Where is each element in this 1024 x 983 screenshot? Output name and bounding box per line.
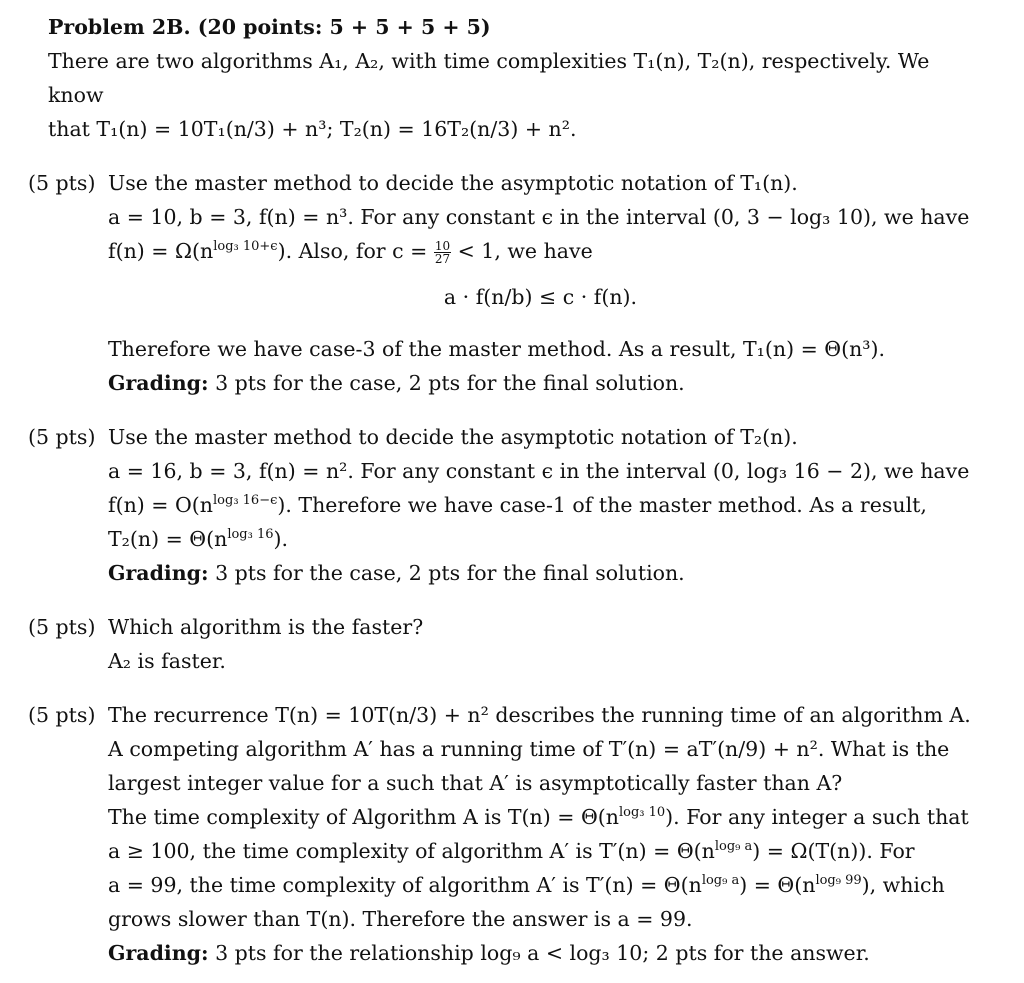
part-1-answer-line-2-b: ). Also, for c = xyxy=(277,239,434,263)
part-2-answer-line-3-b: ). xyxy=(273,527,289,551)
fraction-denominator: 27 xyxy=(434,252,451,266)
part-2-question: Use the master method to decide the asymptotic notation of T₂(n). xyxy=(108,425,798,449)
part-3 xyxy=(28,610,973,678)
part-3-points: (5 pts) xyxy=(28,615,96,639)
part-2-grading xyxy=(108,556,973,590)
part-4-line-1: The recurrence T(n) = 10T(n/3) + n² describes the running time of an algorithm A. xyxy=(108,703,971,727)
part-4-line-2: A competing algorithm A′ has a running time of T′(n) = aT′(n/9) + n². What is the xyxy=(108,737,950,761)
intro-line-2: that T₁(n) = 10T₁(n/3) + n³; T₂(n) = 16T₂(n/3) + n². xyxy=(48,117,577,141)
part-1-conclusion: Therefore we have case-3 of the master method. As a result, T₁(n) = Θ(n³). xyxy=(108,337,886,361)
grading-label: Grading: xyxy=(108,941,209,965)
problem-points: (20 points: 5 + 5 + 5 + 5) xyxy=(197,15,491,39)
part-1-answer-line-2-a: f(n) = Ω(n xyxy=(108,239,214,263)
part-1 xyxy=(28,166,973,400)
part-4-body xyxy=(108,698,973,970)
problem-title xyxy=(48,10,973,44)
part-4 xyxy=(28,698,973,970)
grading-text: 3 pts for the relationship log₉ a < log₃ 10; 2 pts for the answer. xyxy=(215,941,870,965)
fraction xyxy=(434,240,451,265)
part-2 xyxy=(28,420,973,590)
part-2-body xyxy=(108,420,973,590)
grading-label: Grading: xyxy=(108,561,209,585)
part-4-line-6-b: ) = Θ(n xyxy=(739,873,816,897)
part-4-line-4 xyxy=(108,800,973,834)
part-1-grading xyxy=(108,366,973,400)
part-1-points: (5 pts) xyxy=(28,171,96,195)
part-4-line-4-b: ). For any integer a such that xyxy=(665,805,969,829)
part-1-answer-line-1: a = 10, b = 3, f(n) = n³. For any constant ϵ in the interval (0, 3 − log₃ 10), we have xyxy=(108,205,970,229)
fraction-numerator: 10 xyxy=(434,239,451,253)
part-1-question: Use the master method to decide the asymptotic notation of T₁(n). xyxy=(108,171,798,195)
part-4-exponent-4: log₉ 99 xyxy=(815,873,862,889)
grading-label: Grading: xyxy=(108,371,209,395)
part-2-answer-line-3 xyxy=(108,522,973,556)
part-1-exponent: log₃ 10+ϵ xyxy=(213,239,278,255)
part-1-body xyxy=(108,166,973,400)
part-4-grading xyxy=(108,936,973,970)
problem-label: Problem 2B. xyxy=(48,15,191,39)
part-4-line-6-c: ), which xyxy=(861,873,945,897)
part-4-points: (5 pts) xyxy=(28,703,96,727)
part-2-answer-line-3-a: T₂(n) = Θ(n xyxy=(108,527,228,551)
part-2-points: (5 pts) xyxy=(28,425,96,449)
part-2-answer-line-2 xyxy=(108,488,973,522)
part-4-line-6-a: a = 99, the time complexity of algorithm A′ is T′(n) = Θ(n xyxy=(108,873,702,897)
part-3-body xyxy=(108,610,973,678)
part-2-exponent-2: log₃ 16 xyxy=(227,527,274,543)
part-4-line-7: grows slower than T(n). Therefore the answer is a = 99. xyxy=(108,907,693,931)
part-2-answer-line-1: a = 16, b = 3, f(n) = n². For any constant ϵ in the interval (0, log₃ 16 − 2), we have xyxy=(108,459,970,483)
part-3-answer: A₂ is faster. xyxy=(108,649,226,673)
part-4-line-4-a: The time complexity of Algorithm A is T(n) = Θ(n xyxy=(108,805,619,829)
intro-line-1: There are two algorithms A₁, A₂, with time complexities T₁(n), T₂(n), respectively. We know xyxy=(48,49,930,107)
part-4-line-6 xyxy=(108,868,973,902)
part-4-line-3: largest integer value for a such that A′ is asymptotically faster than A? xyxy=(108,771,843,795)
part-1-display-equation: a · f(n/b) ≤ c · f(n). xyxy=(443,285,638,309)
grading-text: 3 pts for the case, 2 pts for the final solution. xyxy=(215,561,685,585)
part-1-answer-line-2-c: < 1, we have xyxy=(451,239,593,263)
problem-intro xyxy=(48,44,973,146)
part-4-exponent-2: log₉ a xyxy=(714,839,753,855)
part-2-answer-line-2-a: f(n) = O(n xyxy=(108,493,214,517)
part-4-exponent-1: log₃ 10 xyxy=(618,805,666,821)
part-3-question: Which algorithm is the faster? xyxy=(108,615,424,639)
part-4-line-5-b: ) = Ω(T(n)). For xyxy=(752,839,915,863)
grading-text: 3 pts for the case, 2 pts for the final solution. xyxy=(215,371,685,395)
part-2-answer-line-2-b: ). Therefore we have case-1 of the master method. As a result, xyxy=(277,493,927,517)
part-4-line-5-a: a ≥ 100, the time complexity of algorithm A′ is T′(n) = Θ(n xyxy=(108,839,715,863)
part-2-exponent: log₃ 16−ϵ xyxy=(213,493,278,509)
part-4-line-5 xyxy=(108,834,973,868)
problem-document xyxy=(28,10,973,970)
part-4-exponent-3: log₉ a xyxy=(701,873,740,889)
part-1-answer-line-2 xyxy=(108,234,973,268)
